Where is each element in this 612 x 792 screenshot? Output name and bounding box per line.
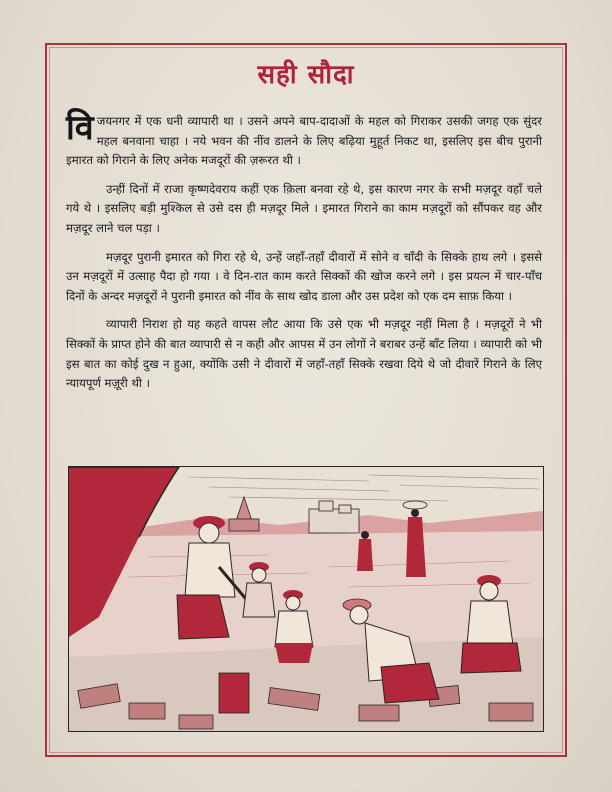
- story-paragraph-1-text: जयनगर में एक धनी व्यापारी था । उसने अपने बाप-दादाओं के महल को गिराकर उसकी जगह एक सुंदर महल बनवाना चाहा । नये भवन की नींव डालने के लिए बढ़िया मुहूर्त निकट था, इसलिए इस बीच पुरानी इमारत को गिराने के लिए अनेक मजदूरों की ज़रूरत थी ।: [66, 114, 542, 168]
- story-paragraph-3: मज़दूर पुरानी इमारत को गिरा रहे थे, उन्हें जहाँ-तहाँ दीवारों में सोने व चाँदी के सिक्के हाथ लगे । इससे उन मज़दूरों में उत्साह पैदा हो गया । वे दिन-रात काम करते सिक्कों की खोज करने लगे । इस प्रयत्न में चार-पाँच दिनों के अन्दर मज़दूरों ने पुरानी इमारत को नींव के साथ खोद डाला और उस प्रदेश को एक दम साफ़ किया ।: [66, 249, 542, 303]
- illustration-scene: [69, 467, 543, 731]
- story-illustration: [68, 466, 544, 732]
- story-title: सही सौदा: [257, 60, 355, 90]
- story-paragraph-1: [66, 108, 542, 171]
- story-paragraph-4: व्यापारी निराश हो यह कहते वापस लौट आया कि उसे एक भी मज़दूर नहीं मिला है । मज़दूरों ने भी सिक्कों के प्राप्त होने की बात व्यापारी से न कही और आपस में उन लोगों ने बराबर उन्हें बाँट लिया । व्यापारी को भी इस बात का कोई दुख न हुआ, क्योंकि उसी ने दीवारों में जहाँ-तहाँ सिक्के रखवा दिये थे जो दीवारें गिराने के लिए न्यायपूर्ण मज़ूरी थी ।: [66, 317, 542, 391]
- drop-cap: वि: [66, 108, 94, 148]
- story-paragraph-2: उन्हीं दिनों में राजा कृष्णदेवराय कहीं एक क़िला बनवा रहे थे, इस कारण नगर के सभी मज़दूर वहाँ चले गये थे । इसलिए बड़ी मुश्किल से उसे दस ही मज़दूर मिले । इमारत गिराने का काम मज़दूरों को सौंपकर वह और मज़दूर लाने चल पड़ा ।: [66, 181, 542, 235]
- story-text: [66, 108, 542, 403]
